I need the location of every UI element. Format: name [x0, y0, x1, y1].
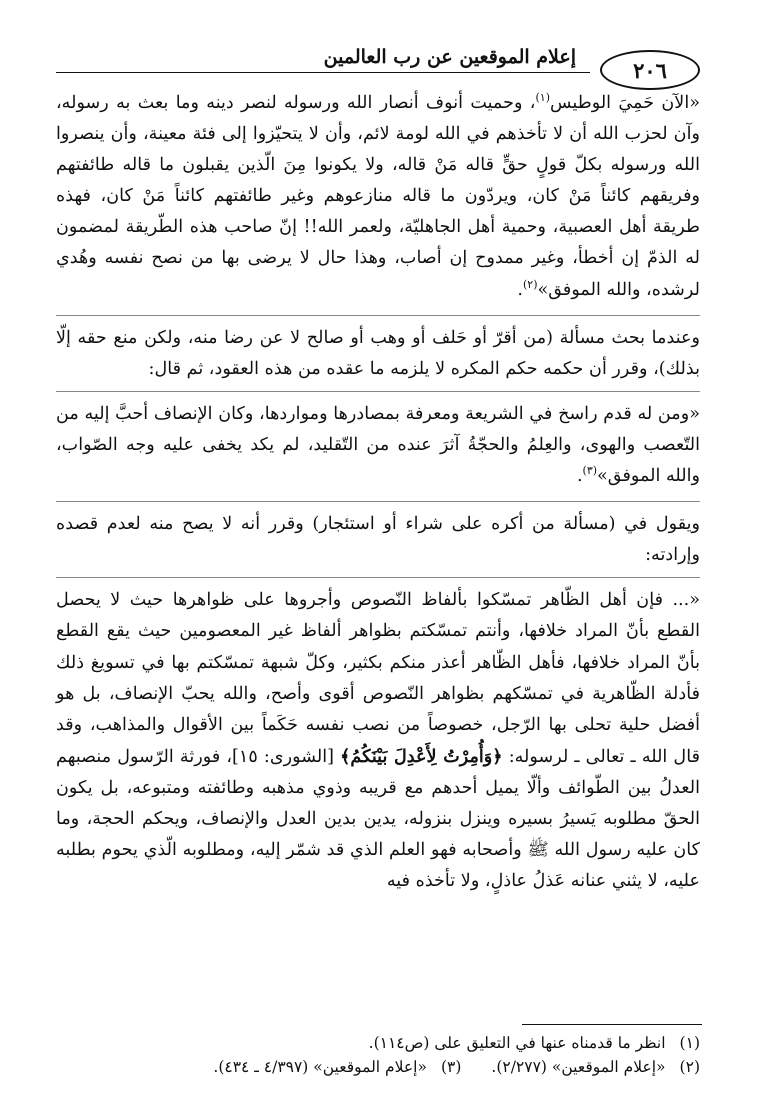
footnote-text: «إعلام الموقعين» (٢/٢٧٧).: [491, 1058, 666, 1076]
footnotes: [56, 1031, 700, 1079]
running-title: إعلام الموقعين عن رب العالمين: [323, 46, 576, 68]
footnote-ref-3[interactable]: (٣): [582, 464, 598, 478]
quote-paragraph-1: [56, 88, 700, 306]
quote-3-text-b: [الشورى: ١٥]، فورثة الرّسول منصبهم العدلُ بين الطّوائف وألّا يميل أحدهم مع قريبه وذوي مذهبه وطائفته ومتبوعه، بل يكون الحقّ مطلوبه يَسيرُ بسيره وينزل بنزوله، يدين بدين العدل والإنصاف، ويحكم الحجة، وما كان عليه رسول الله ﷺ وأصحابه فهو العلم الذي قد شمّر إليه، ومطلوبه الّذي يحوم بطلبه عليه، لا يثني عنانه عَذلُ عاذلٍ، ولا تأخذه فيه: [56, 746, 700, 892]
paragraph-divider: [56, 391, 700, 392]
quote-1-text-b: ، وحميت أنوف أنصار الله ورسوله لنصر دينه وما بعث به رسوله، وآن لحزب الله أن لا تأخذهم في الله لومة لائم، وأن لا يتحيّزوا إلى فئة معينة، وأن ينصروا الله ورسوله بكلّ قولٍ حقٍّ قاله مَنْ قاله، ولا يكونوا مِنَ الّذين يقبلون ما قاله طائفتهم وفريقهم كائناً مَنْ كان، ويردّون ما قاله منازعوهم وغير طائفتهم كائناً مَنْ كان، فهذه طريقة أهل العصبية، وحمية أهل الجاهليّة، ولعمر الله!! إنّ صاحب هذه الطّريقة لمضمون له الذمّ إن أخطأ، وغير ممدوح إن أصاب، وهذا حال لا يرضى بها من نصح نفسه وهُدي لرشده، والله الموفق»: [56, 93, 700, 300]
paragraph-divider: [56, 577, 700, 578]
footnote-ref-2[interactable]: (٢): [522, 277, 538, 291]
paragraph-2: وعندما بحث مسألة (من أقرّ أو حَلف أو وهب أو صالح لا عن رضا منه، ولكن منع حقه إلّا بذلك)، وقرر أن حكمه حكم المكره لا يلزمه ما عقده من هذه العقود، ثم قال:: [56, 327, 700, 379]
quote-paragraph-3: [56, 585, 700, 897]
paragraph-divider: [56, 315, 700, 316]
paragraph-4: ويقول في (مسألة من أكره على شراء أو استئجار) وقرر أنه لا يصح منه لعدم قصده وإرادته:: [56, 514, 700, 566]
footnote-row-1: [56, 1031, 700, 1055]
quote-2-text-a: «ومن له قدم راسخ في الشريعة ومعرفة بمصادرها ومواردها، وكان الإنصاف أحبَّ إليه من التّعصب والهوى، والعِلمُ والحجّةُ آثرَ عنده من التّقليد، لم يكد يخفى عليه وجه الصّواب، والله الموفق»: [56, 403, 700, 487]
quote-paragraph-2: [56, 399, 700, 492]
header-rule: [56, 72, 590, 73]
footnote-text: «إعلام الموقعين» (٤/٣٩٧ ـ ٤٣٤).: [213, 1058, 427, 1076]
page-number: ٢٠٦: [600, 50, 700, 90]
footnote-number: (٣): [440, 1058, 462, 1076]
footnote-number: (٢): [679, 1058, 700, 1076]
footnote-text: انظر ما قدمناه عنها في التعليق على (ص١١٤).: [368, 1034, 666, 1052]
footnote-number: (١): [679, 1034, 700, 1052]
footnote-ref-1[interactable]: (١): [535, 91, 550, 105]
paragraph-divider: [56, 501, 700, 502]
page-header: [56, 44, 700, 83]
quote-1-text-c: .: [517, 279, 523, 300]
body-text: [56, 88, 700, 903]
quote-1-text-a: «الآن حَمِيَ الوطيس: [549, 93, 700, 113]
quran-verse: ﴿وَأُمِرْتُ لِأَعْدِلَ بَيْنَكُمُ﴾: [340, 745, 503, 767]
footnote-spacer: [461, 1055, 491, 1079]
footnote-separator: [522, 1024, 702, 1025]
quote-3-text-a: «... فإن أهل الظّاهر تمسّكوا بألفاظ النّصوص وأجروها على ظواهرها حيث لا يحصل القطع بأنّ المراد خلافها، وأنتم تمسّكتم بظواهر ألفاظ غير المعصومين حيث يقع القطع بأنّ المراد خلافها، فأهل الظّاهر أعذر منكم بكثير، وكلّ شبهة تمسّكتم بها في تسويغ ذلك فأدلة الظّاهرية في تمسّكهم بظواهر النّصوص أقوى وأصح، والله يحبّ الإنصاف، بل هو أفضل حلية تحلى بها الرّجل، خصوصاً من نصب نفسه حَكَماً بين الأقوال والمذاهب، وقد قال الله ـ تعالى ـ لرسوله:: [56, 590, 700, 767]
quote-2-text-b: .: [576, 466, 583, 487]
footnote-row-2: [56, 1055, 700, 1079]
